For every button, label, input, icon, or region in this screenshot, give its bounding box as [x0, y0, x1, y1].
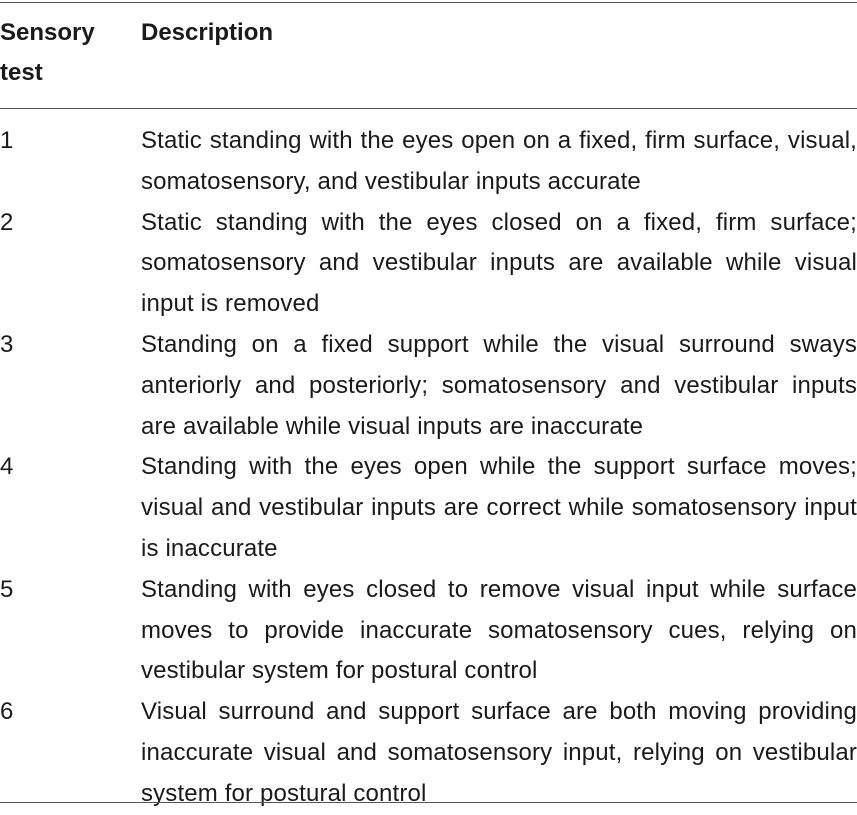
- table-body: [0, 121, 857, 815]
- description-cell: Static standing with the eyes closed on a fixed, firm surface; somatosensory and vestibular inputs are available while visual input is removed: [141, 208, 857, 318]
- test-number-cell: 1: [0, 127, 14, 154]
- description-cell: Visual surround and support surface are both moving providing inaccurate visual and somatosensory input, relying on vestibular system for postural control: [141, 698, 857, 807]
- test-number-cell: 5: [0, 575, 14, 603]
- table-header: [0, 0, 857, 108]
- table-row: [0, 447, 857, 569]
- description-cell: Standing with eyes closed to remove visual input while surface moves to provide inaccurate somatosensory cues, relying on vestibular system for postural control: [141, 575, 857, 685]
- table-row: [0, 692, 857, 814]
- test-number-cell: 2: [0, 208, 14, 236]
- table-header-rule: [0, 108, 857, 109]
- table-row: [0, 203, 857, 325]
- test-number-cell: 4: [0, 453, 14, 481]
- table-row: [0, 570, 857, 692]
- description-cell: Static standing with the eyes open on a fixed, firm surface, visual, somatosensory, and vestibular inputs accurate: [141, 127, 857, 195]
- test-number-cell: 3: [0, 330, 14, 358]
- table-bottom-rule: [0, 802, 857, 803]
- description-cell: Standing with the eyes open while the support surface moves; visual and vestibular inputs are correct while somatosensory input is inaccurate: [141, 453, 857, 562]
- table-row: [0, 325, 857, 447]
- header-description: Description: [141, 19, 274, 46]
- header-sensory-test: Sensory test: [0, 19, 95, 86]
- table-row: [0, 121, 857, 203]
- test-number-cell: 6: [0, 698, 14, 726]
- description-cell: Standing on a fixed support while the visual surround sways anteriorly and posteriorly; somatosensory and vestibular inputs are available while visual inputs are inaccurate: [141, 330, 857, 440]
